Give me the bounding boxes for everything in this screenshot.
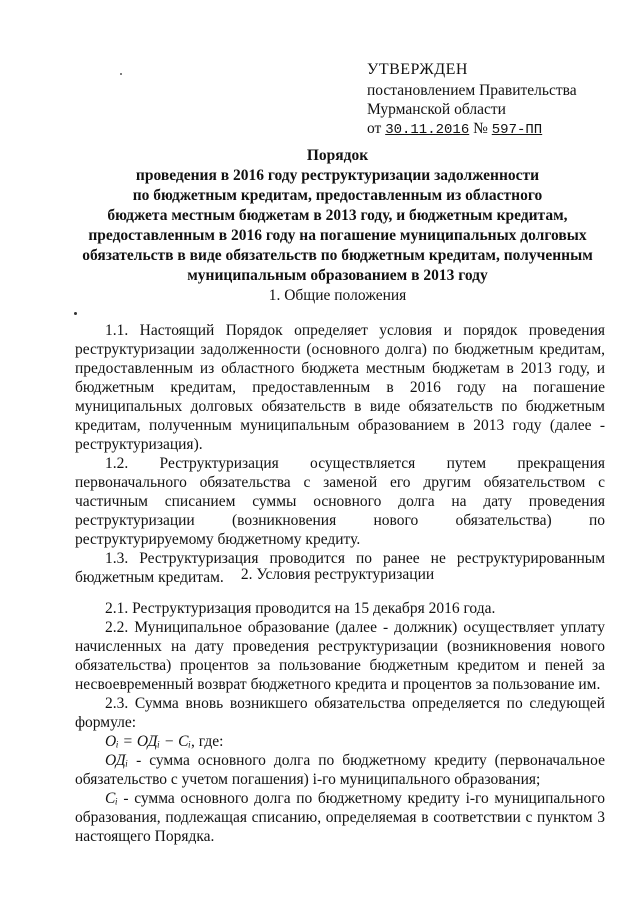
paragraph-2-1: 2.1. Реструктуризация проводится на 15 декабря 2016 года. [105, 600, 496, 617]
definition-c-term: Cᵢ [105, 790, 118, 807]
approval-stamp [367, 60, 617, 140]
scan-speck [120, 73, 122, 75]
approval-number: 597-ПП [491, 122, 543, 138]
document-title [70, 146, 605, 286]
title-line: бюджета местным бюджетам в 2013 году, и бюджетным кредитам, [107, 207, 568, 224]
definition-od [75, 751, 605, 789]
definition-od-term: ОДᵢ [105, 752, 129, 769]
paragraph-1-1: 1.1. Настоящий Порядок определяет условия и порядок проведения реструктуризации задолженности (основного долга) по бюджетным кредитам, предоставленным из областного бюджета местным бюджетам в 2013 году, и бюджетным кредитам, предоставленным в 2016 году на погашение муниципальных долговых обязательств в виде обязательств по бюджетным кредитам, полученным муниципальным образованием в 2013 году (далее - реструктуризация). [75, 322, 605, 453]
title-line: проведения в 2016 году реструктуризации задолженности [135, 167, 540, 184]
approval-line-1: постановлением Правительства [367, 82, 577, 99]
paragraph-1-2: 1.2. Реструктуризация осуществляется путем прекращения первоначального обязательства с заменой его другим обязательством с частичным списанием суммы основного долга на дату проведения реструктуризации (возникновения нового обязательства) по реструктурируемому бюджетному кредиту. [75, 455, 605, 548]
approval-heading: УТВЕРЖДЕН [367, 61, 468, 78]
title-line: Порядок [306, 147, 369, 164]
title-line: муниципальным образованием в 2013 году [187, 267, 488, 284]
paragraph-1-3: 1.3. Реструктуризация проводится по ранее не реструктурированным бюджетным кредитам. [75, 550, 605, 586]
title-line: предоставленным в 2016 году на погашение муниципальных долговых [88, 227, 587, 244]
definition-od-text: - сумма основного долга по бюджетному кредиту (первоначальное обязательство с учетом погашения) i-го муниципального образования; [75, 752, 605, 788]
approval-line-2: Мурманской области [367, 101, 506, 118]
section-1-heading: 1. Общие положения [268, 287, 407, 304]
section-2-body [75, 599, 605, 846]
formula-line [75, 732, 605, 751]
formula-tail: , где: [190, 733, 224, 750]
definition-c [75, 789, 605, 846]
scan-speck [74, 312, 77, 315]
number-prefix: № [473, 120, 488, 137]
approval-date-line [367, 119, 617, 140]
section-2-heading: 2. Условия реструктуризации [240, 566, 435, 583]
paragraph-2-2: 2.2. Муниципальное образование (далее - должник) осуществляет уплату начисленных на дату проведения реструктуризации (возникновения нового обязательства) процентов за пользование бюджетным кредитом и пеней за несвоевременный возврат бюджетного кредита и процентов за пользование им. [75, 619, 605, 693]
title-line: по бюджетным кредитам, предоставленным из областного [132, 187, 543, 204]
formula: Oᵢ = ОДᵢ − Cᵢ [105, 733, 191, 750]
definition-c-text: - сумма основного долга по бюджетному кредиту i-го муниципального образования, подлежащая списанию, определяемая в соответствии с пунктом 3 настоящего Порядка. [75, 790, 605, 845]
approval-date: 30.11.2016 [385, 122, 470, 138]
section-1-body [75, 321, 605, 587]
date-prefix: от [367, 120, 382, 137]
paragraph-2-3: 2.3. Сумма вновь возникшего обязательства определяется по следующей формуле: [75, 695, 605, 731]
title-line: обязательств в виде обязательств по бюджетным кредитам, полученным [82, 247, 593, 264]
